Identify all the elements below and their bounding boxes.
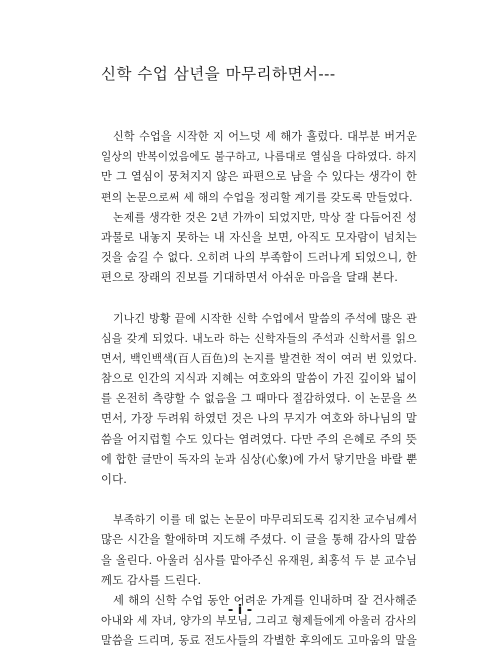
text-line: 세 해의 신학 수업 동안 어려운 가계를 인내하며 잘 건사해준	[113, 593, 417, 607]
text-line: 에 합한 글만이 독자의 눈과 심상(心象)에 가서 닿기만을 바랄 뿐	[101, 452, 418, 466]
text-line: 아내와 세 자녀, 양가의 부모님, 그리고 형제들에게 아울러 감사의	[101, 614, 417, 628]
page-number: - i -	[227, 603, 253, 618]
text-line: 께도 감사를 드린다.	[101, 573, 202, 587]
text-line: 심을 갖게 되었다. 내노라 하는 신학자들의 주석과 신학서를 읽으	[101, 331, 417, 345]
text-line: 를 온전히 측량할 수 없음을 그 때마다 절감하였다. 이 논문을 쓰	[101, 392, 417, 406]
page-title: 신학 수업 삼년을 마무리하면서---	[101, 65, 336, 83]
paragraph	[101, 309, 417, 491]
text-line: 많은 시간을 할애하며 지도해 주셨다. 이 글을 통해 감사의 말씀	[101, 533, 417, 547]
text-line: 일상의 반복이었음에도 불구하고, 나름대로 열심을 다하였다. 하지	[101, 150, 417, 164]
paragraph	[101, 127, 417, 289]
paragraph-gap	[101, 289, 417, 309]
text-line: 기나긴 방황 끝에 시작한 신학 수업에서 말씀의 주석에 많은 관	[113, 311, 417, 325]
text-line: 면서, 가장 두려워 하였던 것은 나의 무지가 여호와 하나님의 말	[101, 412, 417, 426]
text-line: 을 올린다. 아울러 심사를 맡아주신 유재원, 최홍석 두 분 교수님	[101, 553, 417, 567]
paragraph	[101, 510, 417, 651]
text-line: 편으로 장래의 진보를 기대하면서 아쉬운 마음을 달래 본다.	[101, 271, 399, 285]
text-line: 참으로 인간의 지식과 지혜는 여호와의 말씀이 가진 깊이와 넓이	[101, 372, 417, 386]
document-body	[101, 127, 417, 652]
text-line: 이다.	[101, 473, 128, 486]
paragraph-gap	[101, 490, 417, 510]
text-line: 것을 숨길 수 없다. 오히려 나의 부족함이 드러나게 되었으니, 한	[101, 251, 417, 265]
text-line: 편의 논문으로써 세 해의 수업을 정리할 계기를 갖도록 만들었다.	[101, 190, 413, 204]
text-line: 신학 수업을 시작한 지 어느덧 세 해가 흘렀다. 대부분 버거운	[113, 130, 417, 143]
text-line: 씀을 어지럽힐 수도 있다는 염려였다. 다만 주의 은혜로 주의 뜻	[101, 432, 417, 446]
text-line: 면서, 백인백색(百人百色)의 논지를 발견한 적이 여러 번 있었다.	[101, 351, 417, 365]
text-line: 말씀을 드리며, 동료 전도사들의 각별한 후의에도 고마움의 말을	[101, 634, 417, 648]
text-line: 만 그 열심이 뭉쳐지지 않은 파편으로 남을 수 있다는 생각이 한	[101, 170, 417, 184]
text-line: 부족하기 이를 데 없는 논문이 마무리되도록 김지찬 교수님께서	[113, 513, 418, 527]
text-line: 과물로 내놓지 못하는 내 자신을 보면, 아직도 모자람이 넘치는	[101, 230, 417, 244]
text-line: 논제를 생각한 것은 2년 가까이 되었지만, 막상 잘 다듬어진 성	[113, 210, 417, 224]
